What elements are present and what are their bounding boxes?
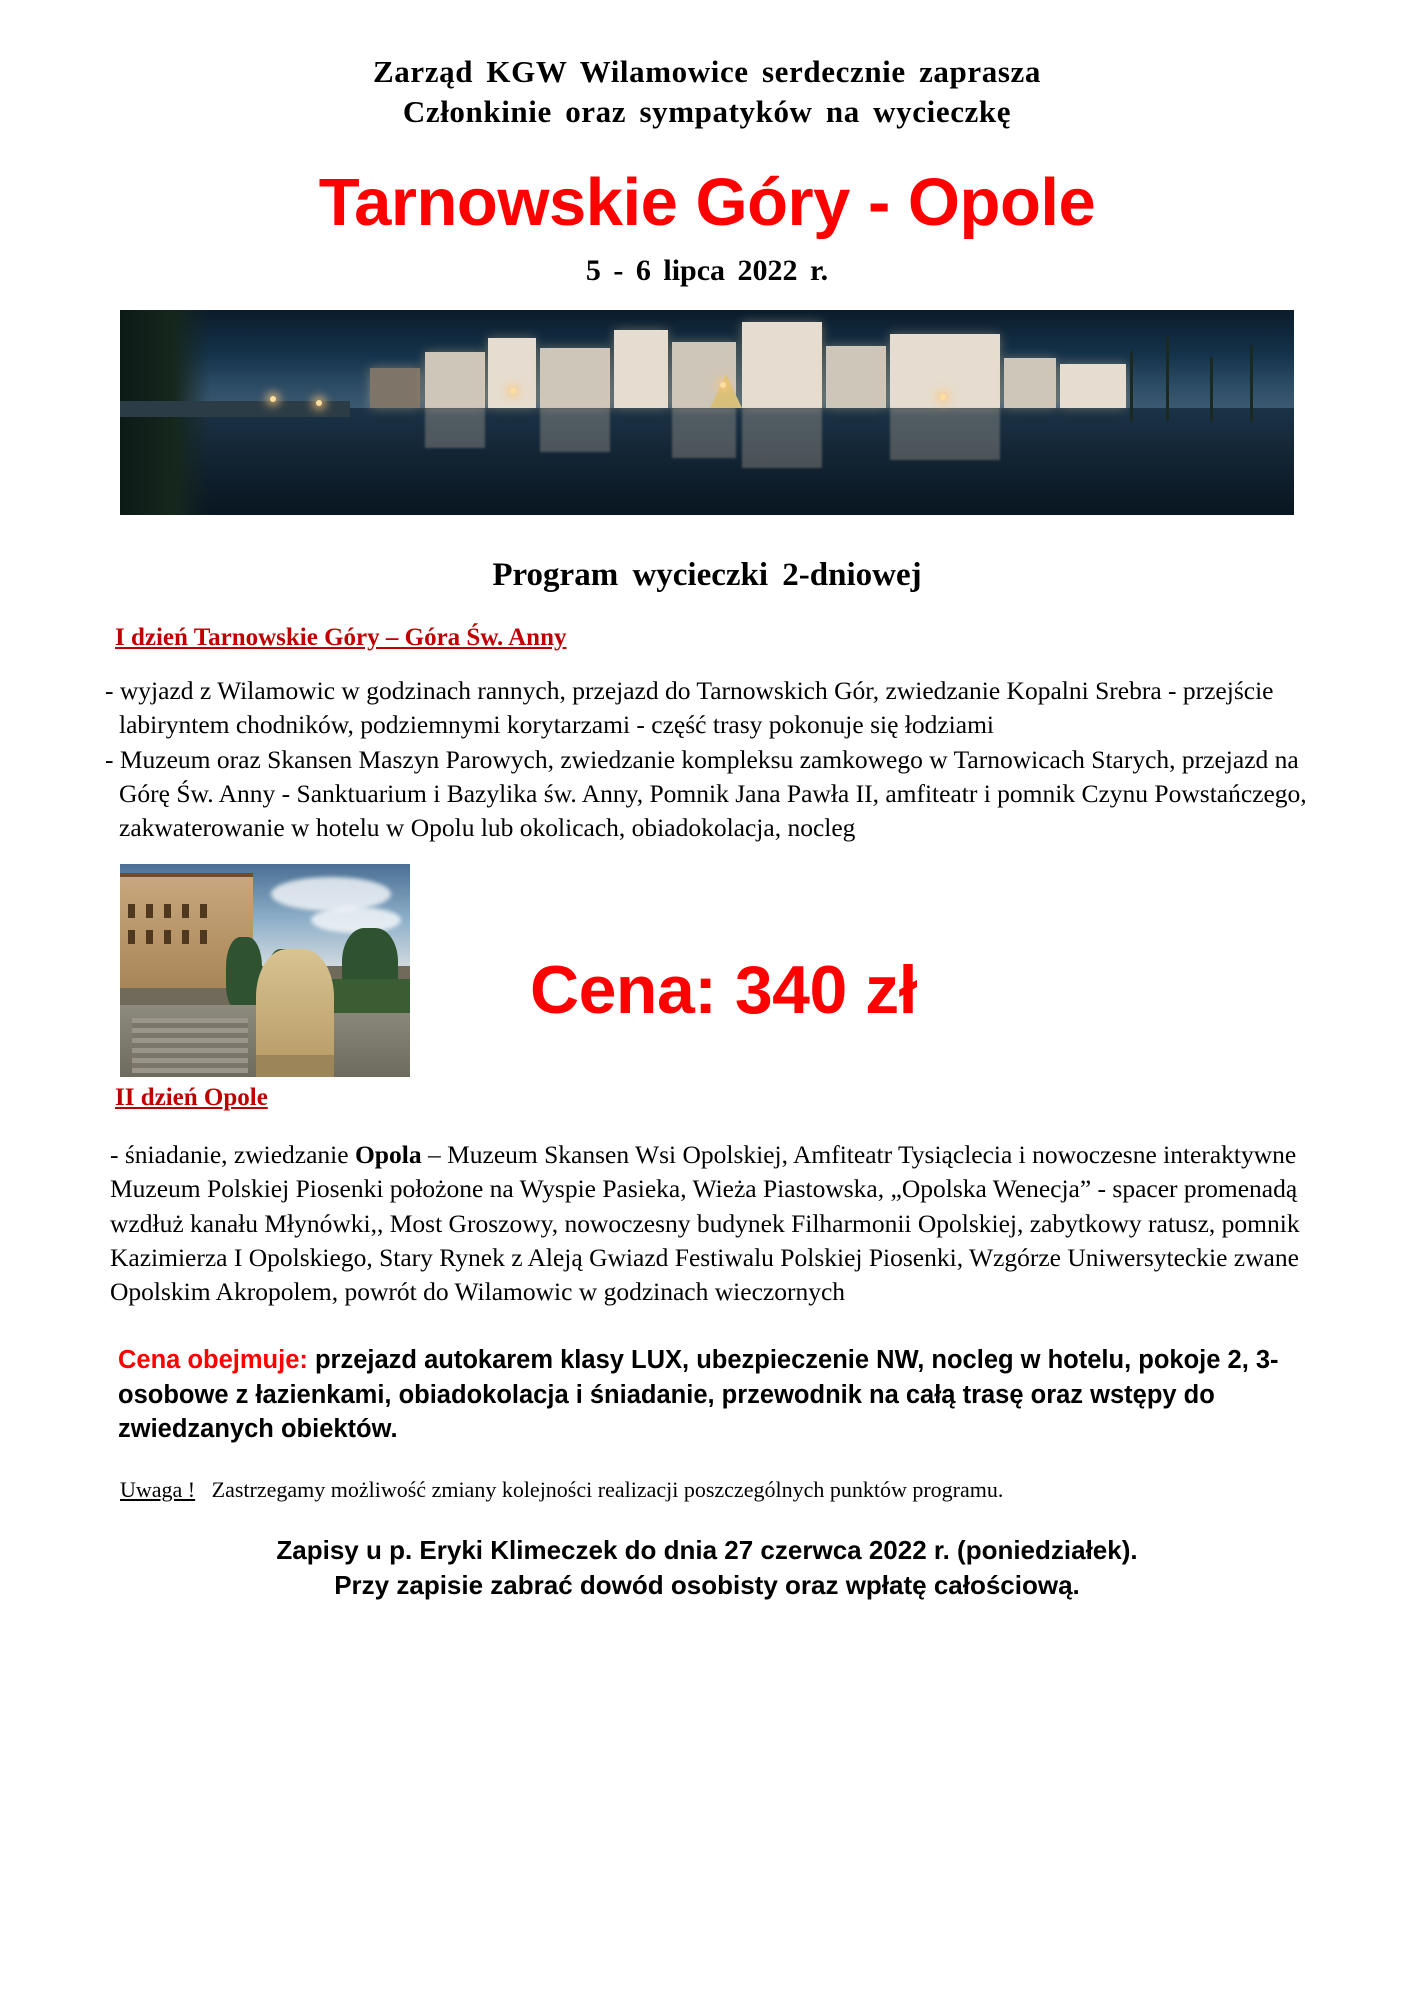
banner-light xyxy=(720,382,726,388)
banner-tree xyxy=(1130,351,1133,421)
banner-building xyxy=(488,338,536,408)
photo-window xyxy=(146,904,153,918)
photo-window xyxy=(146,930,153,944)
banner-church-dome xyxy=(710,374,742,408)
day2-text-start: - śniadanie, zwiedzanie xyxy=(110,1140,355,1170)
banner-building xyxy=(826,346,886,408)
banner-reflection xyxy=(890,408,1000,460)
banner-tree xyxy=(1166,337,1169,421)
banner-light xyxy=(510,388,516,394)
photo-window xyxy=(128,904,135,918)
banner-building xyxy=(1004,358,1056,408)
invitation-line-2: Członkinie oraz sympatyków na wycieczkę xyxy=(402,94,1012,130)
photo-and-price-row xyxy=(0,864,1414,1084)
banner-building xyxy=(742,322,822,408)
banner-tree xyxy=(1210,357,1213,421)
day2-text-bold: Opola xyxy=(354,1140,422,1170)
photo-window xyxy=(164,904,171,918)
banner-reflection xyxy=(425,408,485,448)
banner-light xyxy=(270,396,276,402)
trip-title: Tarnowskie Góry - Opole xyxy=(318,164,1096,240)
price-includes-label: Cena obejmuje: xyxy=(118,1346,308,1374)
banner-tree xyxy=(1250,345,1253,421)
day2-heading: II dzień Opole xyxy=(115,1084,268,1112)
price-includes xyxy=(118,1343,1344,1447)
photo-window xyxy=(200,904,207,918)
photo-window xyxy=(164,930,171,944)
banner-building xyxy=(370,368,420,408)
banner-building xyxy=(1060,364,1126,408)
trip-dates: 5 - 6 lipca 2022 r. xyxy=(585,253,829,287)
photo-cloud xyxy=(271,877,391,911)
invitation-header xyxy=(0,0,1414,133)
signup-line-2: Przy zapisie zabrać dowód osobisty oraz wpłatę całościową. xyxy=(334,1570,1080,1601)
gora-sw-anny-statue-photo xyxy=(120,864,410,1077)
banner-image-wrap xyxy=(0,310,1414,515)
day1-heading: I dzień Tarnowskie Góry – Góra Św. Anny xyxy=(115,623,567,651)
photo-window xyxy=(182,904,189,918)
day1-item-2: - Muzeum oraz Skansen Maszyn Parowych, zwiedzanie kompleksu zamkowego w Tarnowicach Starych, przejazd na Górę Św. Anny - Sanktuarium i Bazylika św. Anny, Pomnik Jana Pawła II, amfiteatr i pomnik Czynu Powstańczego, zakwaterowanie w hotelu w Opolu lub okolicach, obiadokolacja, nocleg xyxy=(105,745,1307,842)
price-label: Cena: 340 zł xyxy=(530,952,918,1029)
photo-window xyxy=(128,930,135,944)
photo-window xyxy=(200,930,207,944)
banner-reflection xyxy=(540,408,610,452)
invitation-line-1: Zarząd KGW Wilamowice serdecznie zaprasza xyxy=(373,54,1041,89)
banner-light xyxy=(316,400,322,406)
banner-reflection xyxy=(742,408,822,468)
program-heading: Program wycieczki 2-dniowej xyxy=(492,556,922,593)
disclaimer-note xyxy=(120,1477,1414,1503)
disclaimer-text: Zastrzegamy możliwość zmiany kolejności realizacji poszczególnych punktów programu. xyxy=(211,1477,1004,1503)
banner-reflection xyxy=(672,408,736,458)
day1-item-1: - wyjazd z Wilamowic w godzinach rannych, przejazd do Tarnowskich Gór, zwiedzanie Kopalni Srebra - przejście labiryntem chodników, podziemnymi korytarzami - część trasy pokonuje się łodziami xyxy=(105,675,1274,739)
opole-night-panorama-photo xyxy=(120,310,1294,515)
photo-statue-plinth xyxy=(256,1055,334,1077)
signup-line-1: Zapisy u p. Eryki Klimeczek do dnia 27 czerwca 2022 r. (poniedziałek). xyxy=(276,1535,1138,1566)
banner-building xyxy=(425,352,485,408)
banner-building xyxy=(540,348,610,408)
photo-stairs xyxy=(132,1018,248,1073)
disclaimer-label: Uwaga ! xyxy=(120,1477,196,1503)
banner-building xyxy=(614,330,668,408)
day2-heading-row xyxy=(0,1084,1414,1112)
day2-text-rest: – Muzeum Skansen Wsi Opolskiej, Amfiteatr Tysiąclecia i nowoczesne interaktywne Muzeum Polskiej Piosenki położone na Wyspie Pasieka, Wieża Piastowska, „Opolska Wenecja” - spacer promenadą wzdłuż kanału Młynówki,, Most Groszowy, nowoczesny budynek Filharmonii Opolskiej, zabytkowy ratusz, pomnik Kazimierza I Opolskiego, Stary Rynek z Aleją Gwiazd Festiwalu Polskiej Piosenki, Wzgórze Uniwersyteckie zwane Opolskim Akropolem, powrót do Wilamowic w godzinach wieczornych xyxy=(110,1140,1300,1306)
photo-statue xyxy=(256,949,334,1069)
day2-paragraph xyxy=(110,1138,1354,1309)
photo-window xyxy=(182,930,189,944)
day2-description xyxy=(110,1138,1354,1309)
signup-info xyxy=(0,1533,1414,1663)
day1-items xyxy=(105,674,1324,844)
day1-heading-row xyxy=(0,594,1414,652)
banner-light xyxy=(940,394,946,400)
price-includes-text: przejazd autokarem klasy LUX, ubezpieczenie NW, nocleg w hotelu, pokoje 2, 3-osobowe z łazienkami, obiadokolacja i śniadanie, przewodnik na całą trasę oraz wstępy do zwiedzanych obiektów. xyxy=(118,1346,1279,1444)
